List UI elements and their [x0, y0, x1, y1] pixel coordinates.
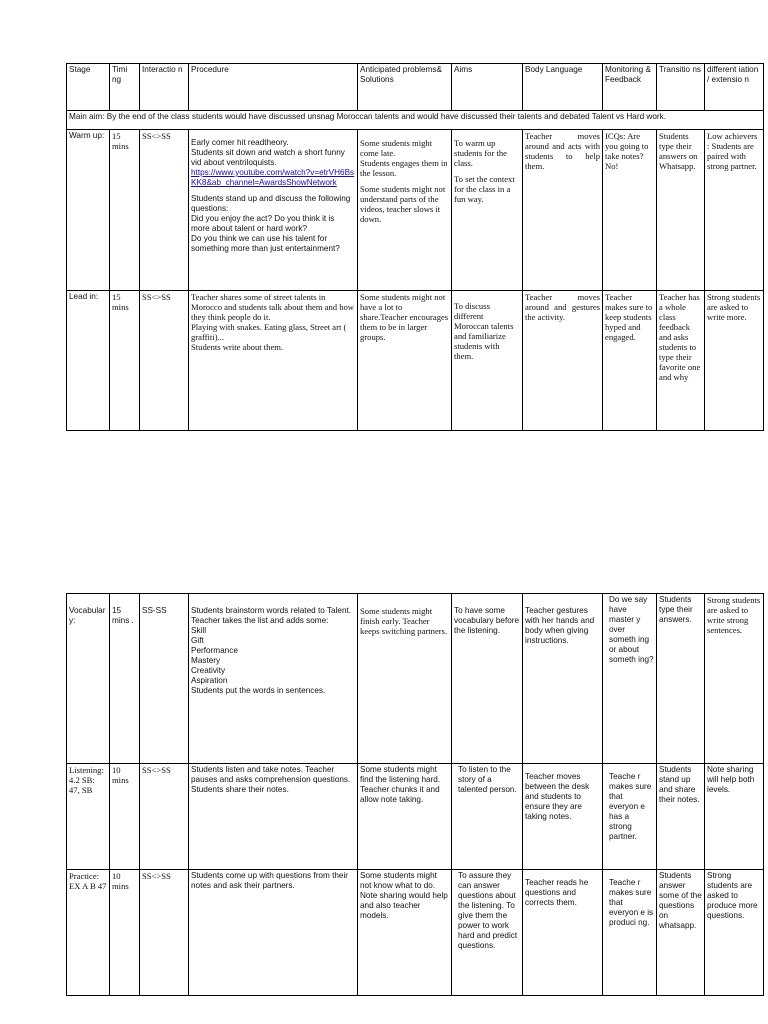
vocab-word: Gift [191, 636, 204, 645]
aims-text: To set the context for the class in a fun way. [454, 174, 515, 204]
aims-cell: To listen to the story of a talented person. [452, 764, 523, 870]
interaction-cell: SS<>SS [140, 870, 189, 996]
differentiation-cell: Low achievers : Students are paired with strong partner. [705, 130, 764, 291]
table-row [67, 764, 768, 870]
table-row [67, 130, 764, 291]
differentiation-cell: Note sharing will help both levels. [705, 764, 764, 870]
header-monitoring: Monitoring & Feedback [603, 64, 657, 111]
procedure-text: Students put the words in sentences. [191, 686, 326, 695]
aims-cell: To have some vocabulary before the listening. [452, 594, 523, 764]
timing-cell: 10 mins [110, 870, 140, 996]
problems-cell [358, 870, 452, 996]
problems-text: Some students might not know what to do. [360, 871, 437, 890]
procedure-cell [189, 130, 358, 291]
procedure-text: Students sit down and watch a short funny vid about ventriloquists. [191, 148, 345, 167]
aims-text: To warm up students for the class. [454, 138, 507, 168]
timing-cell: 15 mins . [110, 594, 140, 764]
header-interaction: Interactio n [140, 64, 189, 111]
lesson-plan-table-2 [66, 593, 768, 996]
procedure-text: Playing with snakes. Eating glass, Street art ( graffiti)... [191, 322, 347, 342]
header-body-language: Body Language [523, 64, 603, 111]
body-language-cell: Teacher moves around and acts with students to help them. [523, 130, 603, 291]
problems-cell [358, 764, 452, 870]
problems-text: Some students might not understand parts of the videos, teacher slows it down. [360, 184, 446, 224]
differentiation-cell: Strong students are asked to write more. [705, 291, 764, 431]
problems-text: Note sharing would help and also teacher models. [360, 891, 448, 920]
vocab-word: Creativity [191, 666, 226, 675]
table-row [67, 594, 768, 764]
procedure-text: Students brainstorm words related to Talent. [191, 606, 352, 615]
timing-cell: 15 mins [110, 291, 140, 431]
monitoring-cell: Teache r makes sure that everyon e is produci ng. [603, 870, 657, 996]
problems-text: Some students might find the listening hard. [360, 765, 441, 784]
problems-text: Teacher chunks it and allow note taking. [360, 785, 440, 804]
aims-cell: To assure they can answer questions about the listening. To give them the power to work hard and predict questions. [452, 870, 523, 996]
procedure-text: Do you think we can use his talent for something more than just entertainment? [191, 234, 340, 253]
video-link[interactable]: https://www.youtube.com/watch?v=etrVH6BsKK8&ab_channel=AwardsShowNetwork [191, 168, 355, 187]
stage-cell: Lead in: [67, 291, 110, 431]
monitoring-cell: ICQs: Are you going to take notes? No! [603, 130, 657, 291]
interaction-cell: SS-SS [140, 594, 189, 764]
procedure-cell [189, 594, 358, 764]
problems-cell: Some students might finish early. Teacher keeps switching partners. [358, 594, 452, 764]
vocab-word: Mastery [191, 656, 221, 665]
transitions-cell: Students type their answers. [657, 594, 705, 764]
problems-text: Some students might come late. [360, 138, 433, 158]
timing-cell: 15 mins [110, 130, 140, 291]
body-language-cell: Teacher gestures with her hands and body when giving instructions. [523, 594, 603, 764]
body-language-cell: Teacher moves around and gestures the activity. [523, 291, 603, 431]
header-transitions: Transitio ns [657, 64, 705, 111]
procedure-text: Teacher shares some of street talents in Morocco and students talk about them and how they think people do it. [191, 292, 355, 322]
header-row [67, 64, 764, 111]
body-language-cell: Teacher reads he questions and corrects them. [523, 870, 603, 996]
stage-cell: Vocabular y: [67, 594, 110, 764]
aims-cell: To discuss different Moroccan talents and familiarize students with them. [452, 291, 523, 431]
stage-cell: Warm up: [67, 130, 110, 291]
procedure-cell: Students listen and take notes. Teacher pauses and asks comprehension questions. Students share their notes. [189, 764, 358, 870]
vocab-word: Skill [191, 626, 207, 635]
interaction-cell: SS<>SS [140, 291, 189, 431]
stage-cell: Practice: EX A B 47 [67, 870, 110, 996]
problems-cell: Some students might not have a lot to share.Teacher encourages them to be in larger groups. [358, 291, 452, 431]
transitions-cell: Students answer some of the questions on whatsapp. [657, 870, 705, 996]
problems-text: Students engages them in the lesson. [360, 158, 448, 178]
timing-cell: 10 mins [110, 764, 140, 870]
procedure-cell: Students come up with questions from their notes and ask their partners. [189, 870, 358, 996]
header-procedure: Procedure [189, 64, 358, 111]
procedure-text: Early comer hit readtheory. [191, 138, 289, 147]
monitoring-cell: Do we say have master y over someth ing or about someth ing? [603, 594, 657, 764]
procedure-text: Students stand up and discuss the following questions: [191, 194, 351, 213]
interaction-cell: SS<>SS [140, 130, 189, 291]
vocab-word: Aspiration [191, 676, 228, 685]
monitoring-cell: Teache r makes sure that everyon e has a strong partner. [603, 764, 657, 870]
aims-cell [452, 130, 523, 291]
edge-cell [764, 764, 768, 870]
monitoring-cell: Teacher makes sure to keep students hyped and engaged. [603, 291, 657, 431]
procedure-text: Students write about them. [191, 342, 284, 352]
table-row [67, 870, 768, 996]
edge-cell [764, 870, 768, 996]
differentiation-cell: Strong students are asked to write strong sentences. [705, 594, 764, 764]
transitions-cell: Teacher has a whole class feedback and asks students to type their favorite one and why [657, 291, 705, 431]
table-row [67, 291, 764, 431]
interaction-cell: SS<>SS [140, 764, 189, 870]
procedure-cell [189, 291, 358, 431]
procedure-text: Did you enjoy the act? Do you think it is more about talent or hard work? [191, 214, 335, 233]
header-aims: Aims [452, 64, 523, 111]
header-differentiation: different iation / extensio n [705, 64, 764, 111]
header-stage: Stage [67, 64, 110, 111]
differentiation-cell: Strong students are asked to produce more questions. [705, 870, 764, 996]
stage-cell: Listening: 4.2 SB: 47, SB [67, 764, 110, 870]
header-problems: Anticipated problems& Solutions [358, 64, 452, 111]
problems-cell [358, 130, 452, 291]
edge-cell [764, 594, 768, 764]
lesson-plan-table-1 [66, 63, 764, 431]
main-aim-row [67, 111, 764, 130]
transitions-cell: Students type their answers on Whatsapp. [657, 130, 705, 291]
transitions-cell: Students stand up and share their notes. [657, 764, 705, 870]
main-aim: Main aim: By the end of the class students would have discussed unsnag Moroccan talents and would have discussed their talents and debated Talent vs Hard work. [67, 111, 764, 130]
body-language-cell: Teacher moves between the desk and students to ensure they are taking notes. [523, 764, 603, 870]
procedure-text: Teacher takes the list and adds some: [191, 616, 329, 625]
header-timing: Timi ng [110, 64, 140, 111]
vocab-word: Performance [191, 646, 238, 655]
